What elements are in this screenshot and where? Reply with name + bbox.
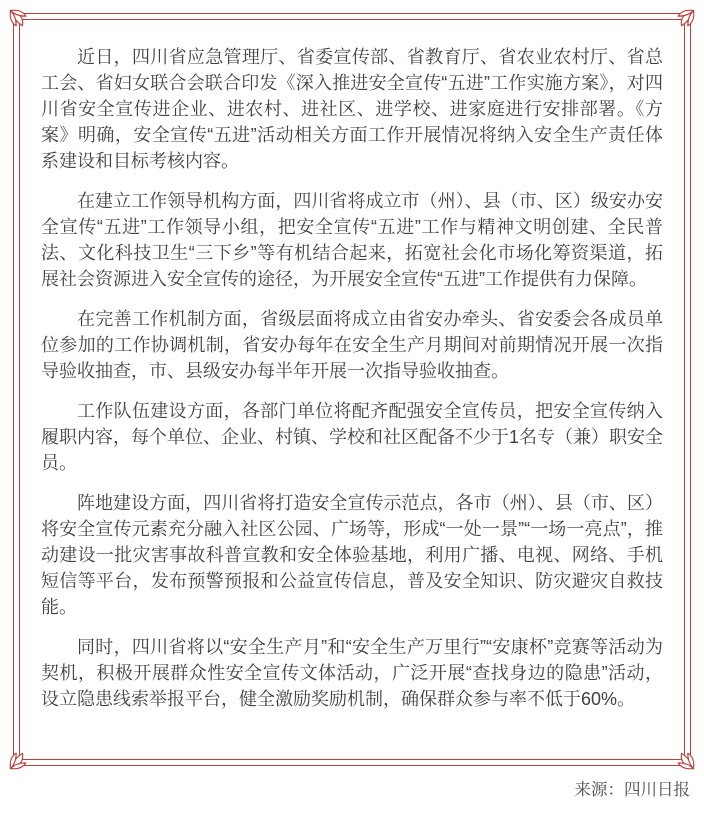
corner-flourish-icon bbox=[9, 9, 34, 34]
article-paragraph: 近日，四川省应急管理厅、省委宣传部、省教育厅、省农业农村厅、省总工会、省妇女联合会联合印发《深入推进安全宣传“五进”工作实施方案》，对四川省安全宣传进企业、进农村、进社区、进学校、进家庭进行安排部署。《方案》明确，安全宣传“五进”活动相关方面工作开展情况将纳入安全生产责任体系建设和目标考核内容。 bbox=[41, 47, 663, 171]
corner-flourish-icon bbox=[670, 745, 695, 770]
corner-flourish-icon bbox=[9, 745, 34, 770]
corner-flourish-icon bbox=[670, 9, 695, 34]
article-body bbox=[41, 44, 663, 726]
source-attribution: 来源：四川日报 bbox=[574, 781, 690, 799]
article-paragraph: 在建立工作领导机构方面，四川省将成立市（州）、县（市、区）级安办安全宣传“五进”工作领导小组，把安全宣传“五进”工作与精神文明创建、全民普法、文化科技卫生“三下乡”等有机结合起来，拓宽社会化市场化筹资渠道，拓展社会资源进入安全宣传的途径，为开展安全宣传“五进”工作提供有力保障。 bbox=[41, 191, 663, 289]
article-paragraph: 阵地建设方面，四川省将打造安全宣传示范点，各市（州）、县（市、区）将安全宣传元素充分融入社区公园、广场等，形成“一处一景”“一场一亮点”，推动建设一批灾害事故科普宣教和安全体验基地，利用广播、电视、网络、手机短信等平台，发布预警预报和公益宣传信息，普及安全知识、防灾避灾自救技能。 bbox=[41, 493, 663, 617]
article-paragraph: 工作队伍建设方面，各部门单位将配齐配强安全宣传员，把安全宣传纳入履职内容，每个单位、企业、村镇、学校和社区配备不少于1名专（兼）职安全员。 bbox=[41, 401, 664, 473]
article-paragraph: 在完善工作机制方面，省级层面将成立由省安办牵头、省安委会各成员单位参加的工作协调机制，省安办每年在安全生产月期间对前期情况开展一次指导验收抽查，市、县级安办每半年开展一次指导验收抽查。 bbox=[41, 309, 663, 381]
article-paragraph: 同时，四川省将以“安全生产月”和“安全生产万里行”“安康杯”竞赛等活动为契机，积极开展群众性安全宣传文体活动，广泛开展“查找身边的隐患”活动，设立隐患线索举报平台，健全激励奖励机制，确保群众参与率不低于60%。 bbox=[41, 637, 663, 709]
